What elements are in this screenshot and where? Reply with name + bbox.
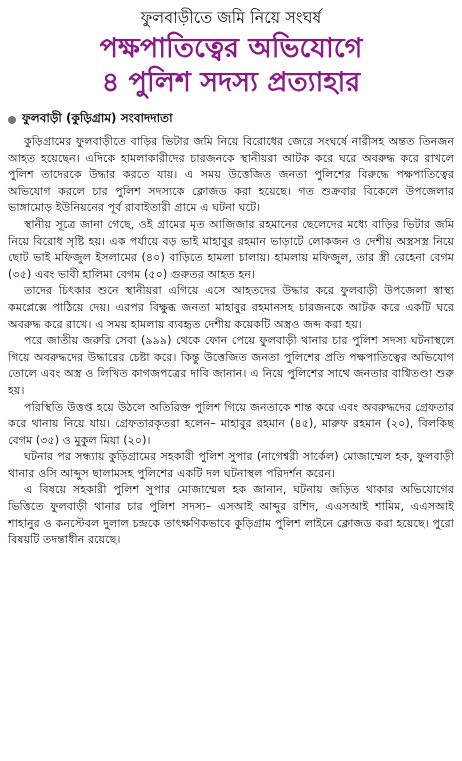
paragraph: পরিস্থিতি উত্তপ্ত হয়ে উঠলে অতিরিক্ত পুলিশ গিয়ে জনতাকে শান্ত করে এবং অবরুদ্ধদের গ্রেফতার করে থানায় নিয়ে যায়। গ্রেফতারকৃতরা হলেন– মাহাবুর রহমান (৪৫), মারুফ রহমান (২০), বিলকিছ বেগম (৩৫) ও মুকুল মিয়া (২০)। [8,400,454,447]
paragraph: পরে জাতীয় জরুরি সেবা (৯৯৯) থেকে ফোন পেয়ে ফুলবাড়ী থানার চার পুলিশ সদস্য ঘটনাস্থলে গিয়ে অবরুদ্ধদের উদ্ধারের চেষ্টা করে। কিন্তু উত্তেজিত জনতা পুলিশের প্রতি পক্ষপাতিত্বের অভিযোগ তোলে এবং অস্ত্র ও লিখিত কাগজপত্রের দাবি জানান। এ নিয়ে পুলিশের সাথে জনতার বাগ্বিতণ্ডা শুরু হয়। [8,334,454,397]
kicker-title: ফুলবাড়ীতে জমি নিয়ে সংঘর্ষ [140,8,322,27]
headline-line-1: পক্ষপাতিত্বের অভিযোগে [99,33,363,64]
paragraph: এ বিষয়ে সহকারী পুলিশ সুপার মোজাম্মেল হক জানান, ঘটনায় জড়িত থাকার অভিযোগের ভিত্তিতে ফুলবাড়ী থানার চার পুলিশ সদস্য– এসআই আব্দুর রশিদ, এএসআই শামিম, এএসআই শাহানুর ও কনস্টেবল দুলাল চন্দ্রকে তাৎক্ষণিকভাবে কুড়িগ্রাম পুলিশ লাইনে ক্লোজড করা হয়েছে। পুরো বিষয়টি তদন্তাধীন রয়েছে। [8,483,454,547]
article-body [8,134,454,549]
paragraph: ঘটনার পর সন্ধ্যায় কুড়িগ্রামের সহকারী পুলিশ সুপার (নাগেশ্বরী সার্কেল) মোজাম্মেল হক, ফুলবাড়ী থানার ওসি আব্দুস ছালামসহ পুলিশের একটি দল ঘটনাস্থল পরিদর্শন করেন। [8,450,454,480]
byline-text: ফুলবাড়ী (কুড়িগ্রাম) সংবাদদাতা [22,111,173,125]
bullet-icon [8,116,16,124]
byline [8,110,454,130]
headline [8,32,454,100]
paragraph: স্থানীয় সূত্রে জানা গেছে, ওই গ্রামের মৃত আজিজার রহমানের ছেলেদের মধ্যে বাড়ির ভিটার জমি নিয়ে বিরোধ সৃষ্টি হয়। এক পর্যায়ে বড় ভাই মাহাবুর রহমান ভাড়াটে লোকজন ও দেশীয় অস্ত্রসস্ত্র নিয়ে ছোট ভাই মফিজুল ইসলামের (৪০) বাড়িতে হামলা চালায়। হামলায় মফিজুল, তার স্ত্রী রেহেনা বেগম (৩৫) এবং ভাবী হালিমা বেগম (৫০) গুরুতর আহত হন। [8,217,454,281]
paragraph: তাদের চিৎকার শুনে স্থানীয়রা এগিয়ে এসে আহতদের উদ্ধার করে ফুলবাড়ী উপজেলা স্বাস্থ্য কমপ্লেক্সে পাঠিয়ে দেয়। এরপর বিক্ষুব্ধ জনতা মাহাবুর রহমানসহ চারজনকে আটক করে একটি ঘরে অবরুদ্ধ করে রাখে। এ সময় হামলায় ব্যবহৃত দেশীয় কয়েকটি অস্ত্রও জব্দ করা হয়। [8,284,454,331]
paragraph: কুড়িগ্রামের ফুলবাড়ীতে বাড়ির ভিটার জমি নিয়ে বিরোধের জেরে সংঘর্ষে নারীসহ অন্তত তিনজন আহত হয়েছেন। এদিকে হামলাকারীদের চারজনকে স্থানীয়রা আটক করে ঘরে অবরুদ্ধ করে রাখলে পুলিশ তাদেরকে উদ্ধার করতে যায়। এ সময় উত্তেজিত জনতা পুলিশের বিরুদ্ধে পক্ষপাতিত্বের অভিযোগ করলে চার পুলিশ সদস্যকে ক্লোজড করা হয়েছে। গত শুক্রবার বিকেলে উপজেলার ভাঙ্গামোড় ইউনিয়নের পূর্ব রাবাইতারী গ্রামে এ ঘটনা ঘটে। [8,135,454,215]
headline-line-2: ৪ পুলিশ সদস্য প্রত্যাহার [101,67,361,98]
